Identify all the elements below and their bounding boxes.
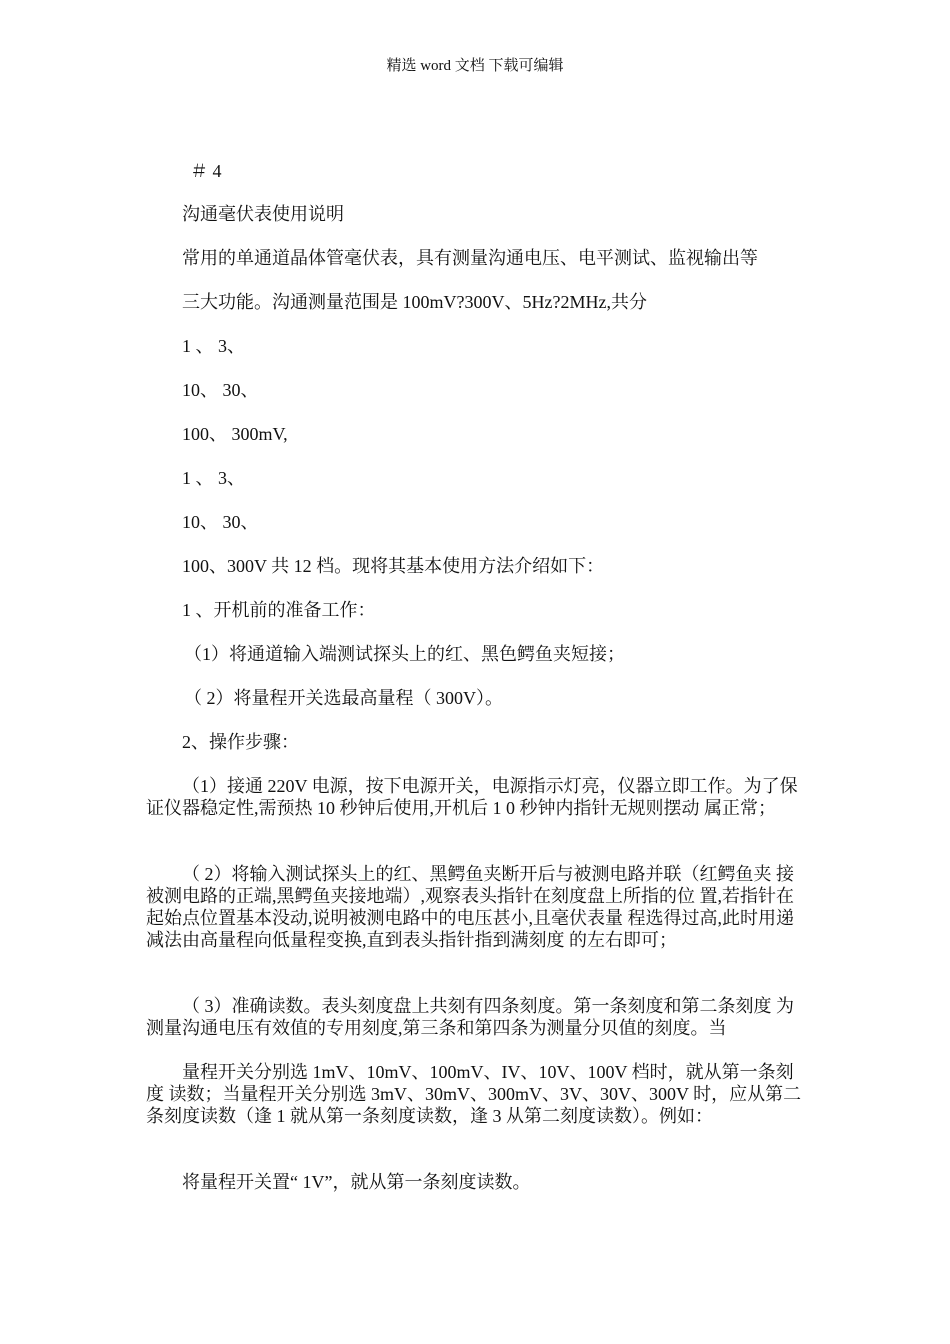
intro-line-1: 常用的单通道晶体管毫伏表，具有测量沟通电压、电平测试、监视输出等 <box>182 248 758 268</box>
intro-line-2: 三大功能。沟通测量范围是 100mV?300V、5Hz?2MHz,共分 <box>182 292 647 312</box>
range-line: 1 、 3、 <box>182 336 245 356</box>
range-summary: 100、300V 共 12 档。现将其基本使用方法介绍如下： <box>182 556 605 576</box>
range-line: 1 、 3、 <box>182 468 245 488</box>
doc-number: ＃ 4 <box>190 161 222 181</box>
section-1-step-2: （ 2）将量程开关选最高量程（ 300V）。 <box>184 688 503 708</box>
doc-title: 沟通毫伏表使用说明 <box>182 204 344 224</box>
section-2-paragraph-5: 将量程开关置“ 1V”，就从第一条刻度读数。 <box>182 1172 531 1192</box>
section-1-step-1: （1）将通道输入端测试探头上的红、黑色鳄鱼夹短接； <box>184 644 625 664</box>
range-line: 10、 30、 <box>182 380 259 400</box>
section-2-heading: 2、操作步骤： <box>182 732 299 752</box>
section-2-paragraph-1: （1）接通 220V 电源，按下电源开关，电源指示灯亮，仪器立即工作。为了保证仪器稳定性,需预热 10 秒钟后使用,开机后 1 0 秒钟内指针无规则摆动 属正常； <box>146 776 798 818</box>
range-line: 10、 30、 <box>182 512 259 532</box>
range-line: 100、 300mV, <box>182 424 288 444</box>
section-2-paragraph-4: 量程开关分别选 1mV、10mV、100mV、IV、10V、100V 档时，就从第一条刻度 读数；当量程开关分别选 3mV、30mV、300mV、3V、30V、300V 时，应从第二 条刻度读数（逢 1 就从第一条刻度读数，逢 3 从第二刻度读数）。例如： <box>146 1062 802 1126</box>
section-2-paragraph-3: （ 3）准确读数。表头刻度盘上共刻有四条刻度。第一条刻度和第二条刻度 为测量沟通电压有效值的专用刻度,第三条和第四条为测量分贝值的刻度。当 <box>146 996 794 1038</box>
page-header: 精选 word 文档 下载可编辑 <box>386 58 564 74</box>
section-1-heading: 1 、开机前的准备工作： <box>182 600 376 620</box>
section-2-paragraph-2: （ 2）将输入测试探头上的红、黑鳄鱼夹断开后与被测电路并联（红鳄鱼夹 接被测电路的正端,黑鳄鱼夹接地端）,观察表头指针在刻度盘上所指的位 置,若指针在起始点位置基本没动,说明被测电路中的电压甚小,且毫伏表量 程选得过高,此时用递减法由高量程向低量程变换,直到表头指针指到满刻度 的左右即可； <box>146 864 794 950</box>
